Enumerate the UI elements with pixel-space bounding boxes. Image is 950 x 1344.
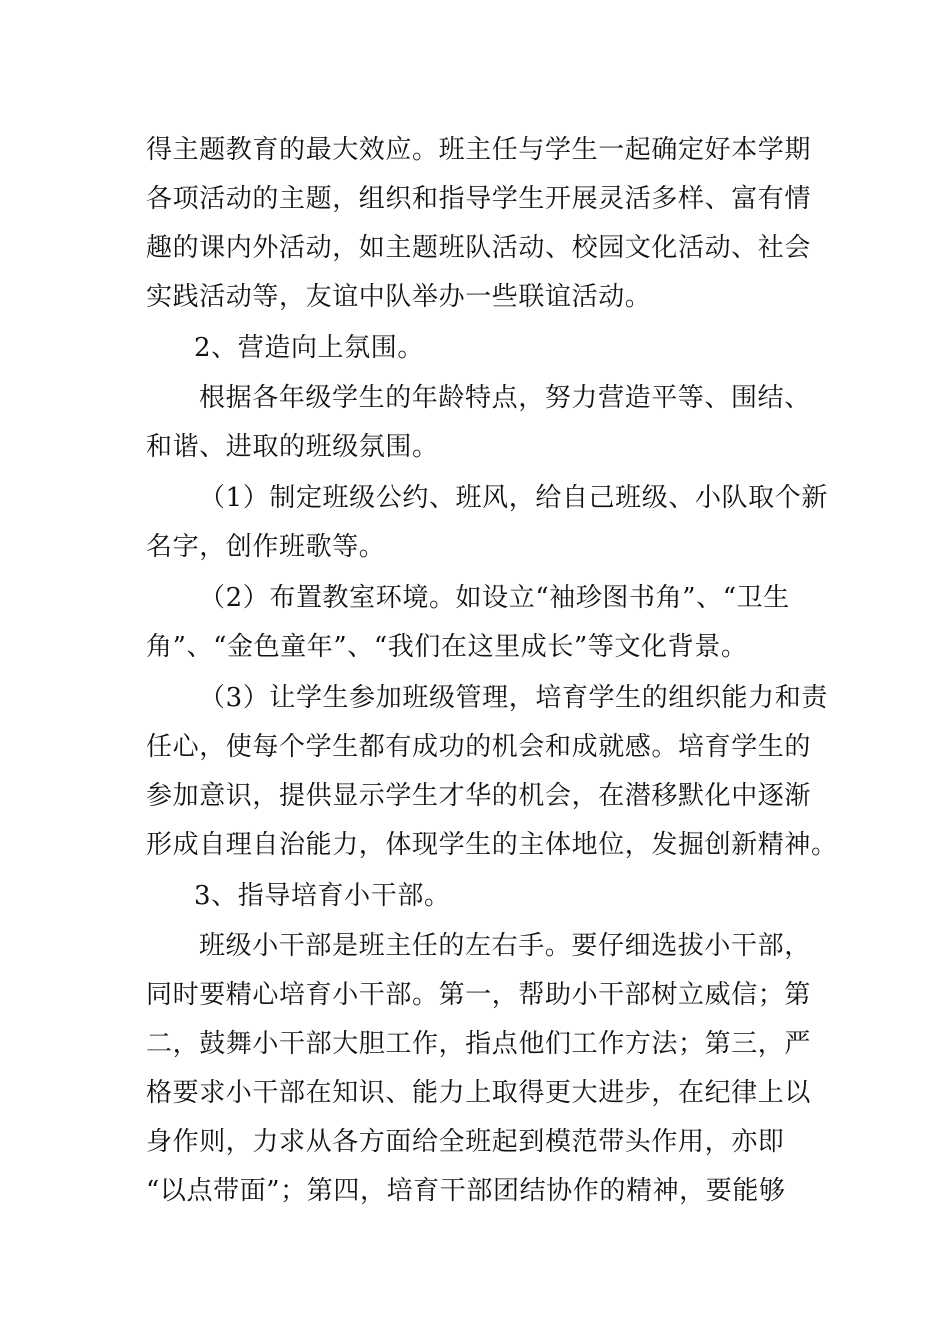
text-line-19: 二，鼓舞小干部大胆工作，指点他们工作方法；第三，严 (146, 1029, 812, 1059)
text-line-21: 身作则，力求从各方面给全班起到模范带头作用，亦即 (146, 1127, 785, 1157)
text-line-12: （3）让学生参加班级管理，培育学生的组织能力和责 (199, 683, 828, 713)
text-line-10: （2）布置教室环境。如设立“袖珍图书角”、“卫生 (199, 583, 790, 613)
text-line-17: 班级小干部是班主任的左右手。要仔细选拔小干部， (199, 931, 811, 961)
text-line-9: 名字，创作班歌等。 (146, 532, 386, 562)
text-line-1: 得主题教育的最大效应。班主任与学生一起确定好本学期 (146, 135, 812, 165)
text-line-6: 根据各年级学生的年龄特点，努力营造平等、围结、 (199, 383, 811, 413)
section-heading-3: 3、指导培育小干部。 (194, 881, 451, 911)
text-line-11: 角”、“金色童年”、“我们在这里成长”等文化背景。 (146, 632, 748, 662)
text-line-15: 形成自理自治能力，体现学生的主体地位，发掘创新精神。 (146, 830, 838, 860)
text-line-7: 和谐、进取的班级氛围。 (146, 432, 439, 462)
text-line-18: 同时要精心培育小干部。第一，帮助小干部树立威信；第 (146, 980, 812, 1010)
text-line-3: 趣的课内外活动，如主题班队活动、校园文化活动、社会 (146, 233, 812, 263)
text-line-22: “以点带面”；第四，培育干部团结协作的精神，要能够 (146, 1176, 786, 1206)
text-line-20: 格要求小干部在知识、能力上取得更大进步，在纪律上以 (146, 1078, 812, 1108)
text-line-2: 各项活动的主题，组织和指导学生开展灵活多样、富有情 (146, 184, 812, 214)
text-line-4: 实践活动等，友谊中队举办一些联谊活动。 (146, 282, 652, 312)
text-line-14: 参加意识，提供显示学生才华的机会，在潜移默化中逐渐 (146, 781, 812, 811)
text-line-13: 任心，使每个学生都有成功的机会和成就感。培育学生的 (146, 732, 812, 762)
text-line-8: （1）制定班级公约、班风，给自己班级、小队取个新 (199, 483, 828, 513)
section-heading-2: 2、营造向上氛围。 (194, 333, 424, 363)
